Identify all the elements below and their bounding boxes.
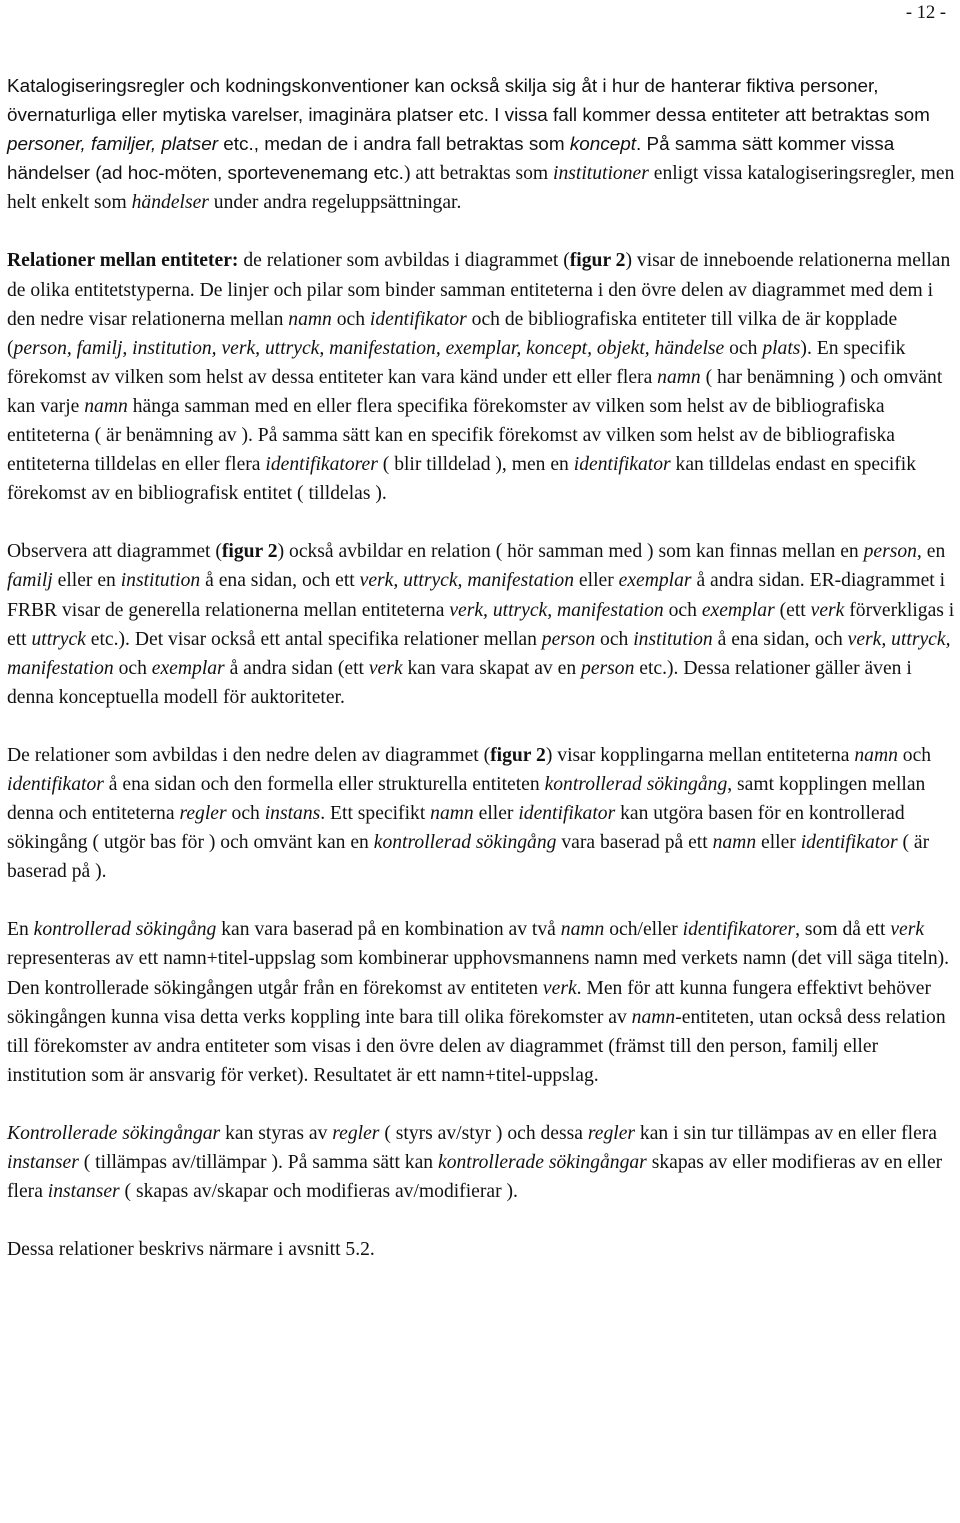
emphasis-text: kontrollerad sökingång — [544, 773, 728, 795]
text-run: å ena sidan, och — [712, 628, 848, 650]
emphasis-text: regler — [179, 803, 227, 825]
bold-text: figur 2 — [490, 744, 546, 766]
text-run: . Men för att kunna fungera effektivt behöver sökingången kunna visa detta verks koppling inte bara till olika förekomster av — [7, 977, 932, 1028]
text-run: och — [595, 628, 634, 650]
emphasis-text: person — [581, 657, 635, 679]
text-run: och — [331, 308, 370, 330]
text-run: och — [226, 803, 265, 825]
emphasis-text: exemplar — [618, 570, 692, 592]
text-run: , som då ett — [795, 919, 891, 941]
text-run: ( har benämning ) och omvänt kan varje — [7, 366, 943, 417]
page-number: - 12 - — [905, 3, 946, 23]
text-run: kan i sin tur tillämpas av en eller flera — [635, 1122, 937, 1144]
text-run: under andra regeluppsättningar. — [208, 192, 462, 214]
emphasis-text: namn — [712, 832, 757, 854]
emphasis-text: identifikator — [369, 308, 467, 330]
emphasis-text: identifikatorer — [265, 454, 378, 476]
text-run: en — [921, 541, 946, 563]
text-run: etc.). Det visar också ett antal specifika relationer mellan — [85, 628, 542, 650]
emphasis-text: institution — [120, 570, 201, 592]
emphasis-text: Kontrollerade sökingångar — [7, 1122, 221, 1144]
text-run: ) att betraktas som — [403, 163, 554, 185]
emphasis-text: koncept — [569, 134, 636, 156]
text-run: eller en — [52, 570, 121, 592]
text-run: kan vara skapat av en — [402, 657, 582, 679]
text-run: och de bibliografiska entiteter till vilka de är kopplade ( — [7, 308, 898, 359]
text-run: och — [724, 337, 763, 359]
text-run: å andra sidan (ett — [224, 657, 369, 679]
emphasis-text: institutioner — [553, 163, 649, 185]
text-run: och — [897, 744, 932, 766]
emphasis-text: namn — [657, 366, 701, 388]
text-run: eller — [574, 570, 619, 592]
text-run: och — [663, 599, 702, 621]
text-run: etc.). Dessa relationer gäller även i denna konceptuella modell för auktoriteter. — [7, 657, 912, 708]
paragraph — [7, 537, 955, 712]
emphasis-text: exemplar — [701, 599, 775, 621]
text-run: å andra sidan. ER-diagrammet i FRBR visar de generella relationerna mellan entiteterna — [7, 570, 946, 621]
text-run: kan tilldelas endast en specifik förekomst av en bibliografisk entitet ( tilldelas ). — [7, 454, 917, 505]
emphasis-text: familj — [7, 570, 53, 592]
emphasis-text: verk, uttryck, manifestation — [7, 628, 951, 679]
text-run: vara baserad på ett — [556, 832, 713, 854]
text-run: å ena sidan, och ett — [200, 570, 360, 592]
emphasis-text: exemplar — [151, 657, 225, 679]
paragraph — [7, 1119, 955, 1206]
text-run: etc., medan de i andra fall betraktas som — [218, 134, 570, 156]
emphasis-text: uttryck — [31, 628, 86, 650]
emphasis-text: verk — [810, 599, 845, 621]
emphasis-text: händelser — [131, 192, 209, 214]
emphasis-text: verk — [890, 919, 925, 941]
text-run: och/eller — [604, 919, 683, 941]
text-run: ( skapas av/skapar och modifieras av/modifierar ). — [119, 1181, 518, 1203]
text-run: En — [7, 919, 34, 941]
emphasis-text: namn — [854, 744, 898, 766]
paragraph — [7, 246, 955, 508]
emphasis-text: namn — [84, 395, 128, 417]
text-run: ) visar kopplingarna mellan entiteterna — [545, 744, 855, 766]
text-run: Dessa relationer beskrivs närmare i avsnitt 5.2. — [7, 1239, 375, 1261]
text-run: å ena sidan och den formella eller strukturella entiteten — [103, 773, 545, 795]
text-run: ( styrs av/styr ) och dessa — [379, 1122, 588, 1144]
text-run: Katalogiseringsregler och kodningskonventioner kan också skilja sig åt i hur de hanterar fiktiva personer, övernaturliga eller mytiska varelser, imaginära platser etc. I vissa fall kommer dessa entiteter att betraktas som — [7, 76, 930, 127]
text-run: skapas av eller modifieras av en eller flera — [7, 1152, 943, 1203]
text-run: ( blir tilldelad ), men en — [377, 454, 574, 476]
emphasis-text: verk, uttryck, manifestation — [449, 599, 664, 621]
text-run: förverkligas i ett — [7, 599, 955, 650]
emphasis-text: verk — [368, 657, 403, 679]
emphasis-text: verk — [542, 977, 577, 999]
emphasis-text: identifikator — [573, 454, 671, 476]
emphasis-text: identifikator — [518, 803, 616, 825]
text-run: hänga samman med en eller flera specifika förekomster av vilken som helst av de bibliografiska entiteterna ( är benämning av ). På samma sätt kan en specifik förekomst av vilken som helst av de bibliografiska entiteterna tilldelas en eller flera — [7, 395, 895, 476]
text-run: ). En specifik förekomst av vilken som helst av dessa entiteter kan vara känd under ett eller flera — [7, 337, 906, 388]
text-run: . Ett specifikt — [320, 803, 431, 825]
text-run: De relationer som avbildas i den nedre delen av diagrammet ( — [7, 744, 491, 766]
text-run: kan styras av — [220, 1122, 333, 1144]
paragraph — [7, 915, 955, 1090]
paragraph — [7, 1235, 955, 1264]
bold-text: figur 2 — [569, 250, 626, 272]
emphasis-text: namn — [430, 803, 474, 825]
emphasis-text: verk, uttryck, manifestation — [359, 570, 575, 592]
paragraph — [7, 72, 955, 217]
emphasis-text: namn — [288, 308, 332, 330]
emphasis-text: regler — [587, 1122, 636, 1144]
text-run: ( tillämpas av/tillämpar ). På samma sätt kan — [78, 1152, 438, 1173]
emphasis-text: identifikator — [7, 773, 104, 795]
paragraph — [7, 741, 955, 886]
text-run: (ett — [774, 599, 811, 621]
emphasis-text: instanser — [47, 1181, 120, 1203]
emphasis-text: person — [541, 628, 596, 650]
emphasis-text: regler — [332, 1122, 380, 1144]
emphasis-text: instans — [264, 803, 321, 825]
text-run: representeras av ett namn+titel-uppslag som kombinerar upphovsmannens namn med verkets namn (det vill säga titeln). Den kontrollerade sökingången utgår från en förekomst av entiteten — [7, 948, 950, 999]
emphasis-text: personer, familjer, platser — [7, 134, 219, 156]
emphasis-text: instanser — [7, 1152, 79, 1173]
emphasis-text: namn — [631, 1006, 676, 1028]
text-run: eller — [756, 832, 801, 854]
text-run: de relationer som avbildas i diagrammet ( — [238, 250, 570, 272]
emphasis-text: person, familj, institution, verk, uttryck, manifestation, exemplar, koncept, objekt, händelse — [13, 337, 725, 359]
text-run: Observera att diagrammet ( — [7, 541, 222, 563]
emphasis-text: plats — [762, 337, 801, 359]
emphasis-text: kontrollerade sökingångar — [438, 1152, 647, 1173]
emphasis-text: identifikatorer — [682, 919, 796, 941]
text-run: och — [113, 657, 152, 679]
text-run: enligt vissa katalogiseringsregler, men helt enkelt som — [7, 163, 955, 214]
emphasis-text: namn — [560, 919, 605, 941]
emphasis-text: kontrollerad sökingång — [373, 832, 557, 854]
text-run: ( är baserad på ). — [7, 832, 930, 883]
text-run: ) visar de inneboende relationerna mellan de olika entitetstyperna. De linjer och pilar som binder samman entiteterna i den övre delen av diagrammet med dem i den nedre visar relationerna mellan — [7, 250, 951, 330]
bold-text: Relationer mellan entiteter: — [7, 250, 239, 272]
text-run: ) också avbildar en relation ( hör samman med ) som kan finnas mellan en — [277, 541, 864, 563]
text-run: kan utgöra basen för en kontrollerad sökingång ( utgör bas för ) och omvänt kan en — [7, 803, 905, 854]
emphasis-text: kontrollerad sökingång — [33, 919, 217, 941]
document-body — [7, 72, 955, 1293]
text-run: -entiteten, utan också dess relation till förekomster av andra entiteter som visas i den övre delen av diagrammet (främst till den person, familj eller institution som är ansvarig för verket). Resultatet är ett namn+titel-uppslag. — [7, 1006, 946, 1086]
bold-text: figur 2 — [221, 541, 278, 563]
text-run: eller — [473, 803, 519, 825]
emphasis-text: identifikator — [800, 832, 898, 854]
text-run: , samt kopplingen mellan denna och entiteterna — [7, 773, 926, 825]
emphasis-text: institution — [633, 628, 713, 650]
text-run: kan vara baserad på en kombination av två — [216, 919, 561, 941]
text-run: . På samma sätt kommer vissa händelser (ad hoc-möten, sportevenemang etc. — [7, 134, 895, 185]
emphasis-text: person, — [863, 541, 922, 563]
